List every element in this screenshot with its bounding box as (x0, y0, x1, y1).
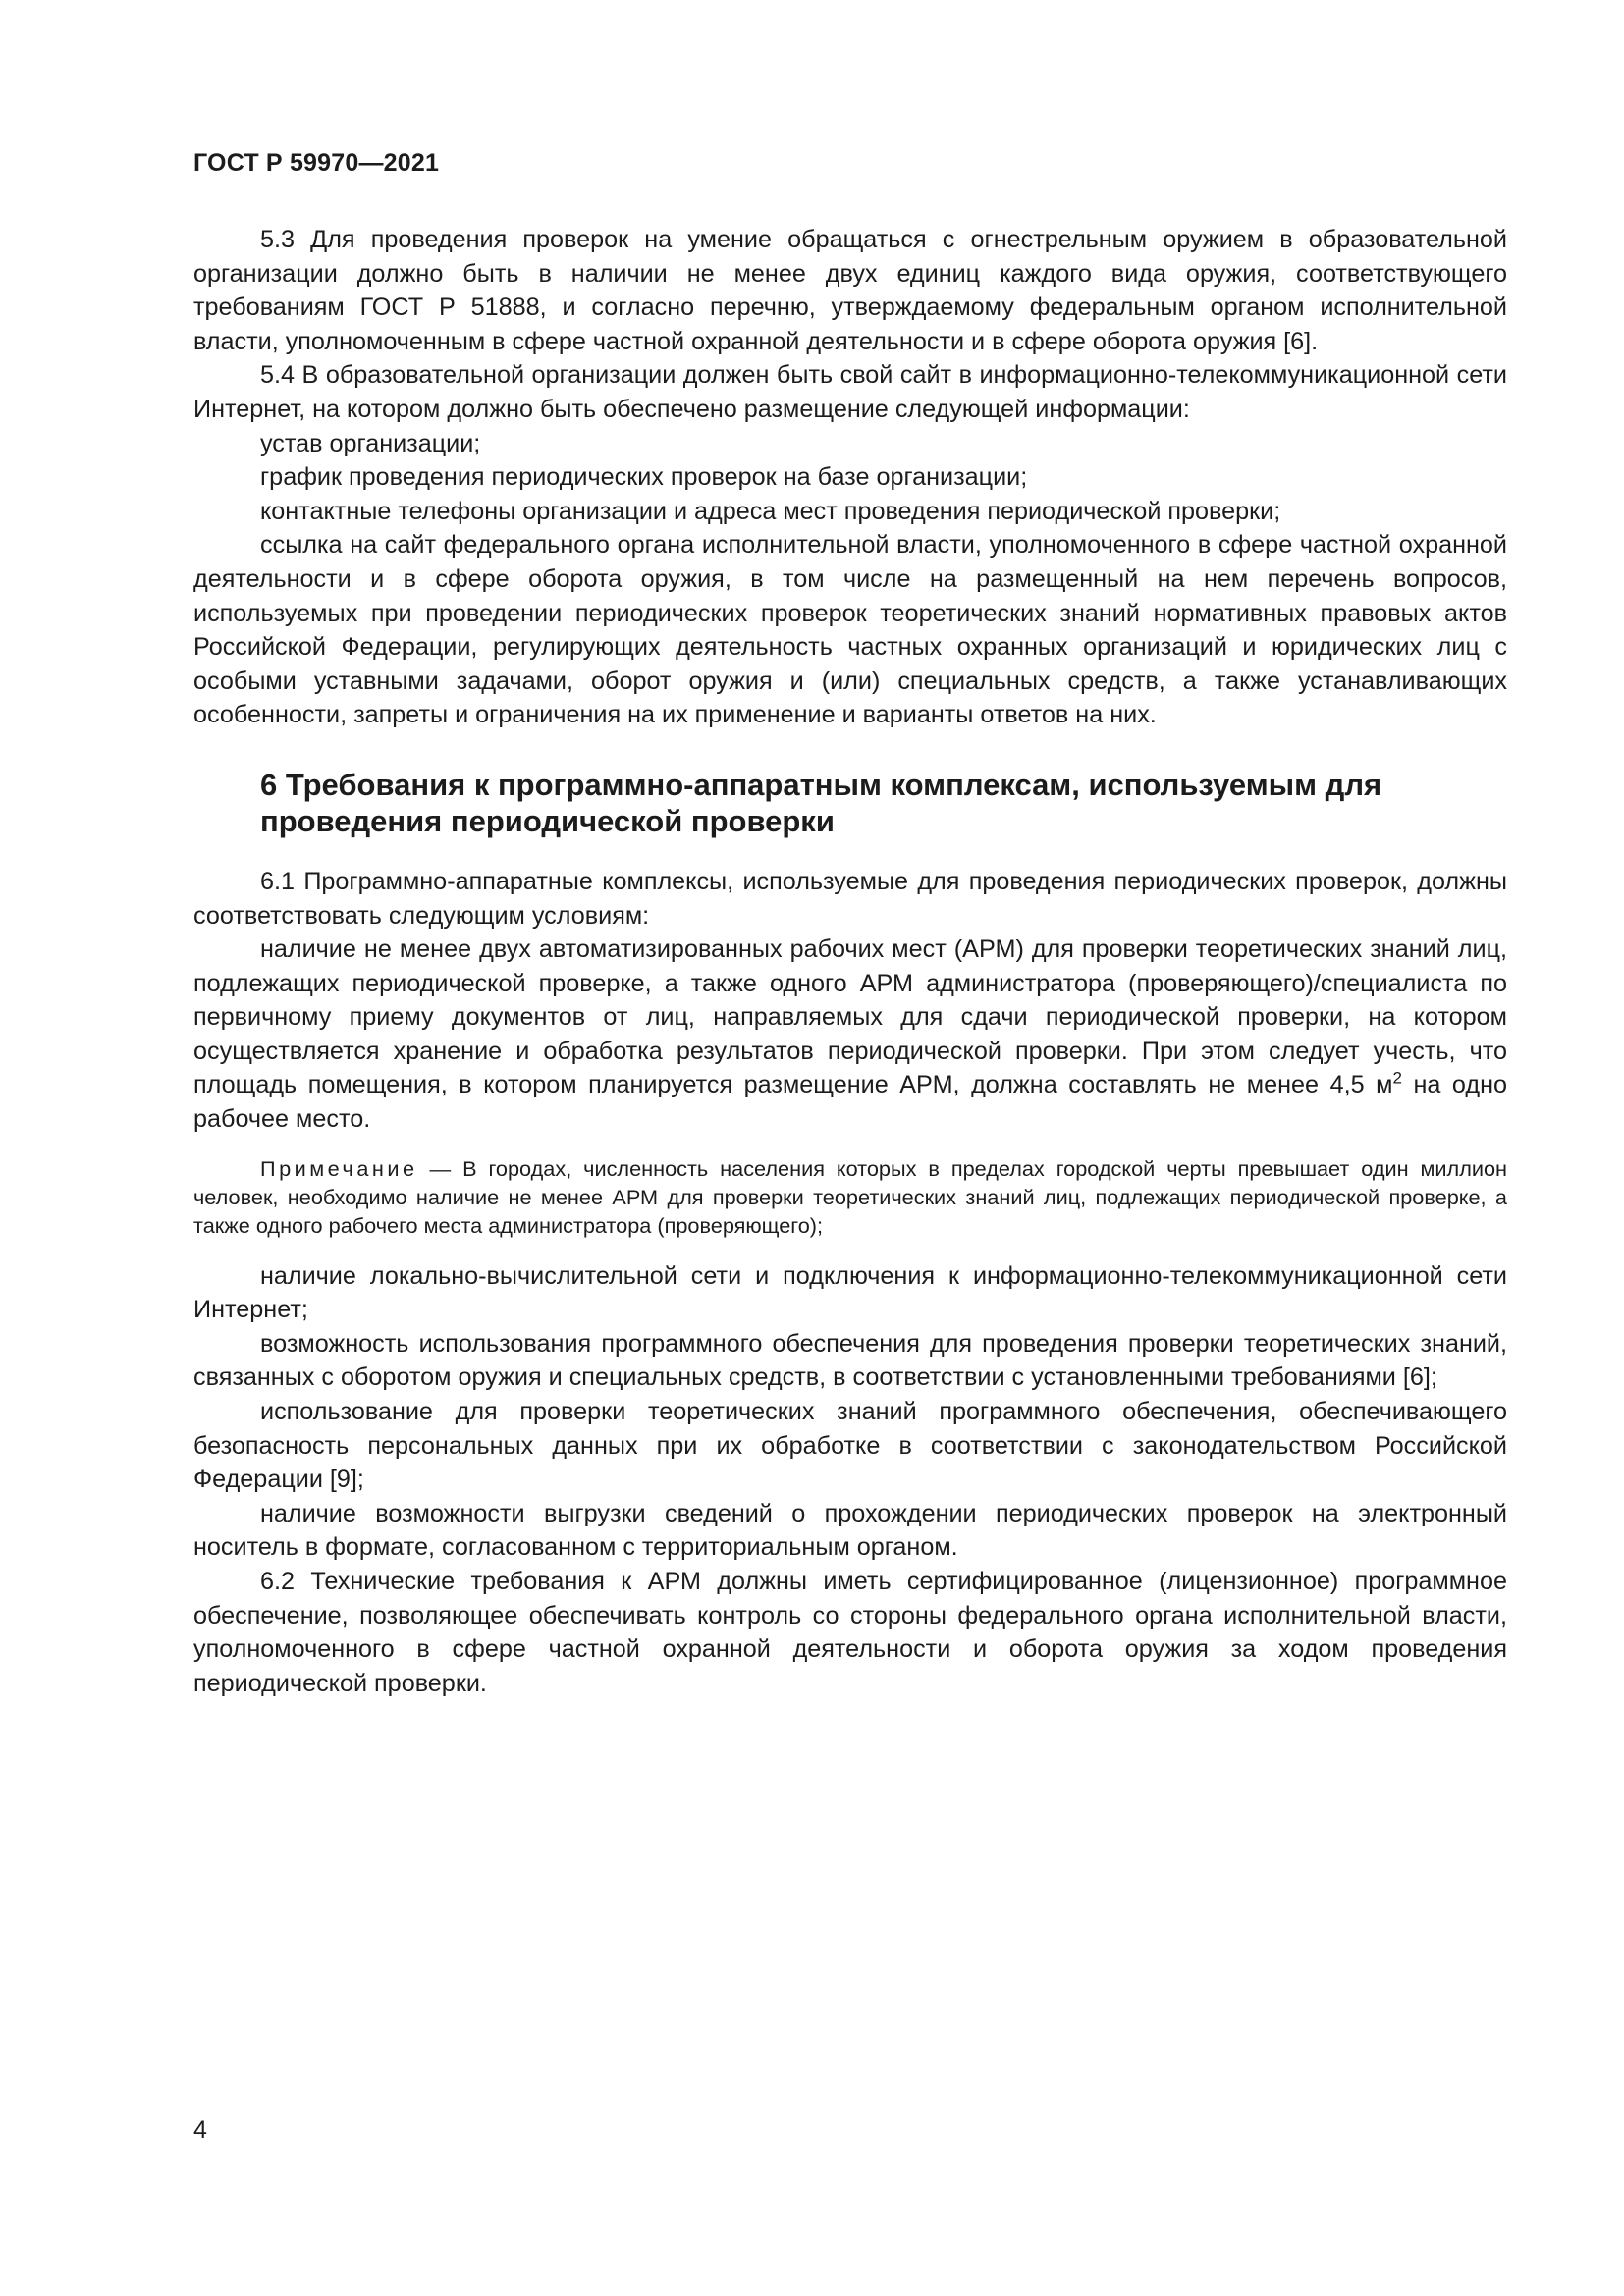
list-item: устав организации; (260, 429, 481, 457)
list-item-arm (193, 933, 1507, 1137)
superscript: 2 (1392, 1069, 1402, 1089)
note (193, 1154, 1507, 1240)
page-content (193, 223, 1507, 1700)
list-item: наличие локально-вычислительной сети и подключения к информационно-телекоммуникационной сети Интернет; (193, 1261, 1507, 1324)
list-item-text-end: на одно рабочее место. (193, 1071, 1507, 1134)
list-item: возможность использования программного обеспечения для проведения проверки теоретических знаний, связанных с оборотом оружия и специальных средств, в соответствии с установленными требованиями [6]; (193, 1329, 1507, 1392)
list-item-text: наличие не менее двух автоматизированных рабочих мест (АРМ) для проверки теоретических знаний лиц, подлежащих периодической проверке, а также одного АРМ администратора (проверяющего)/специалиста по первичному приему документов от лиц, направляемых для сдачи периодической проверки, на котором осуществляется хранение и обработка результатов периодической проверки. При этом следует учесть, что площадь помещения, в котором планируется размещение АРМ, должна составлять не менее 4,5 м (193, 935, 1507, 1099)
document-header: ГОСТ Р 59970—2021 (193, 149, 440, 177)
list-item: контактные телефоны организации и адреса мест проведения периодической проверки; (260, 497, 1281, 525)
clause-6-2: 6.2 Технические требования к АРМ должны иметь сертифицированное (лицензионное) программное обеспечение, позволяющее обеспечивать контроль со стороны федерального органа исполнительной власти, уполномоченного в сфере частной охранной деятельности и оборота оружия за ходом проведения периодической проверки. (193, 1568, 1507, 1697)
clause-5-4: 5.4 В образовательной организации должен быть свой сайт в информационно-телекоммуникационной сети Интернет, на котором должно быть обеспечено размещение следующей информации: (193, 361, 1507, 423)
list-item: наличие возможности выгрузки сведений о прохождении периодических проверок на электронный носитель в формате, согласованном с территориальным органом. (193, 1499, 1507, 1562)
note-text: — В городах, численность населения которых в пределах городской черты превышает один миллион человек, необходимо наличие не менее АРМ для проверки теоретических знаний лиц, подлежащих периодической проверке, а также одного рабочего места администратора (проверяющего); (193, 1155, 1507, 1238)
clause-5-3: 5.3 Для проведения проверок на умение обращаться с огнестрельным оружием в образовательной организации должно быть в наличии не менее двух единиц каждого вида оружия, соответствующего требованиям ГОСТ Р 51888, и согласно перечню, утверждаемому федеральным органом исполнительной власти, уполномоченным в сфере частной охранной деятельности и в сфере оборота оружия [6]. (193, 226, 1507, 355)
clause-6-1: 6.1 Программно-аппаратные комплексы, используемые для проведения периодических проверок, должны соответствовать следующим условиям: (193, 867, 1507, 930)
list-item: ссылка на сайт федерального органа исполнительной власти, уполномоченного в сфере частной охранной деятельности и в сфере оборота оружия, в том числе на размещенный на нем перечень вопросов, используемых при проведении периодических проверок теоретических знаний нормативных правовых актов Российской Федерации, регулирующих деятельность частных охранных организаций и юридических лиц с особыми уставными задачами, оборот оружия и (или) специальных средств, а также устанавливающих особенности, запреты и ограничения на их применение и варианты ответов на них. (193, 531, 1507, 729)
list-item: использование для проверки теоретических знаний программного обеспечения, обеспечивающего безопасность персональных данных при их обработке в соответствии с законодательством Российской Федерации [9]; (193, 1398, 1507, 1494)
page-number: 4 (193, 2116, 207, 2144)
section-6-heading: 6 Требования к программно-аппаратным комплексам, используемым для проведения периодической проверки (260, 767, 1382, 838)
note-label: Примечание (260, 1155, 418, 1181)
list-item: график проведения периодических проверок на базе организации; (260, 463, 1028, 492)
